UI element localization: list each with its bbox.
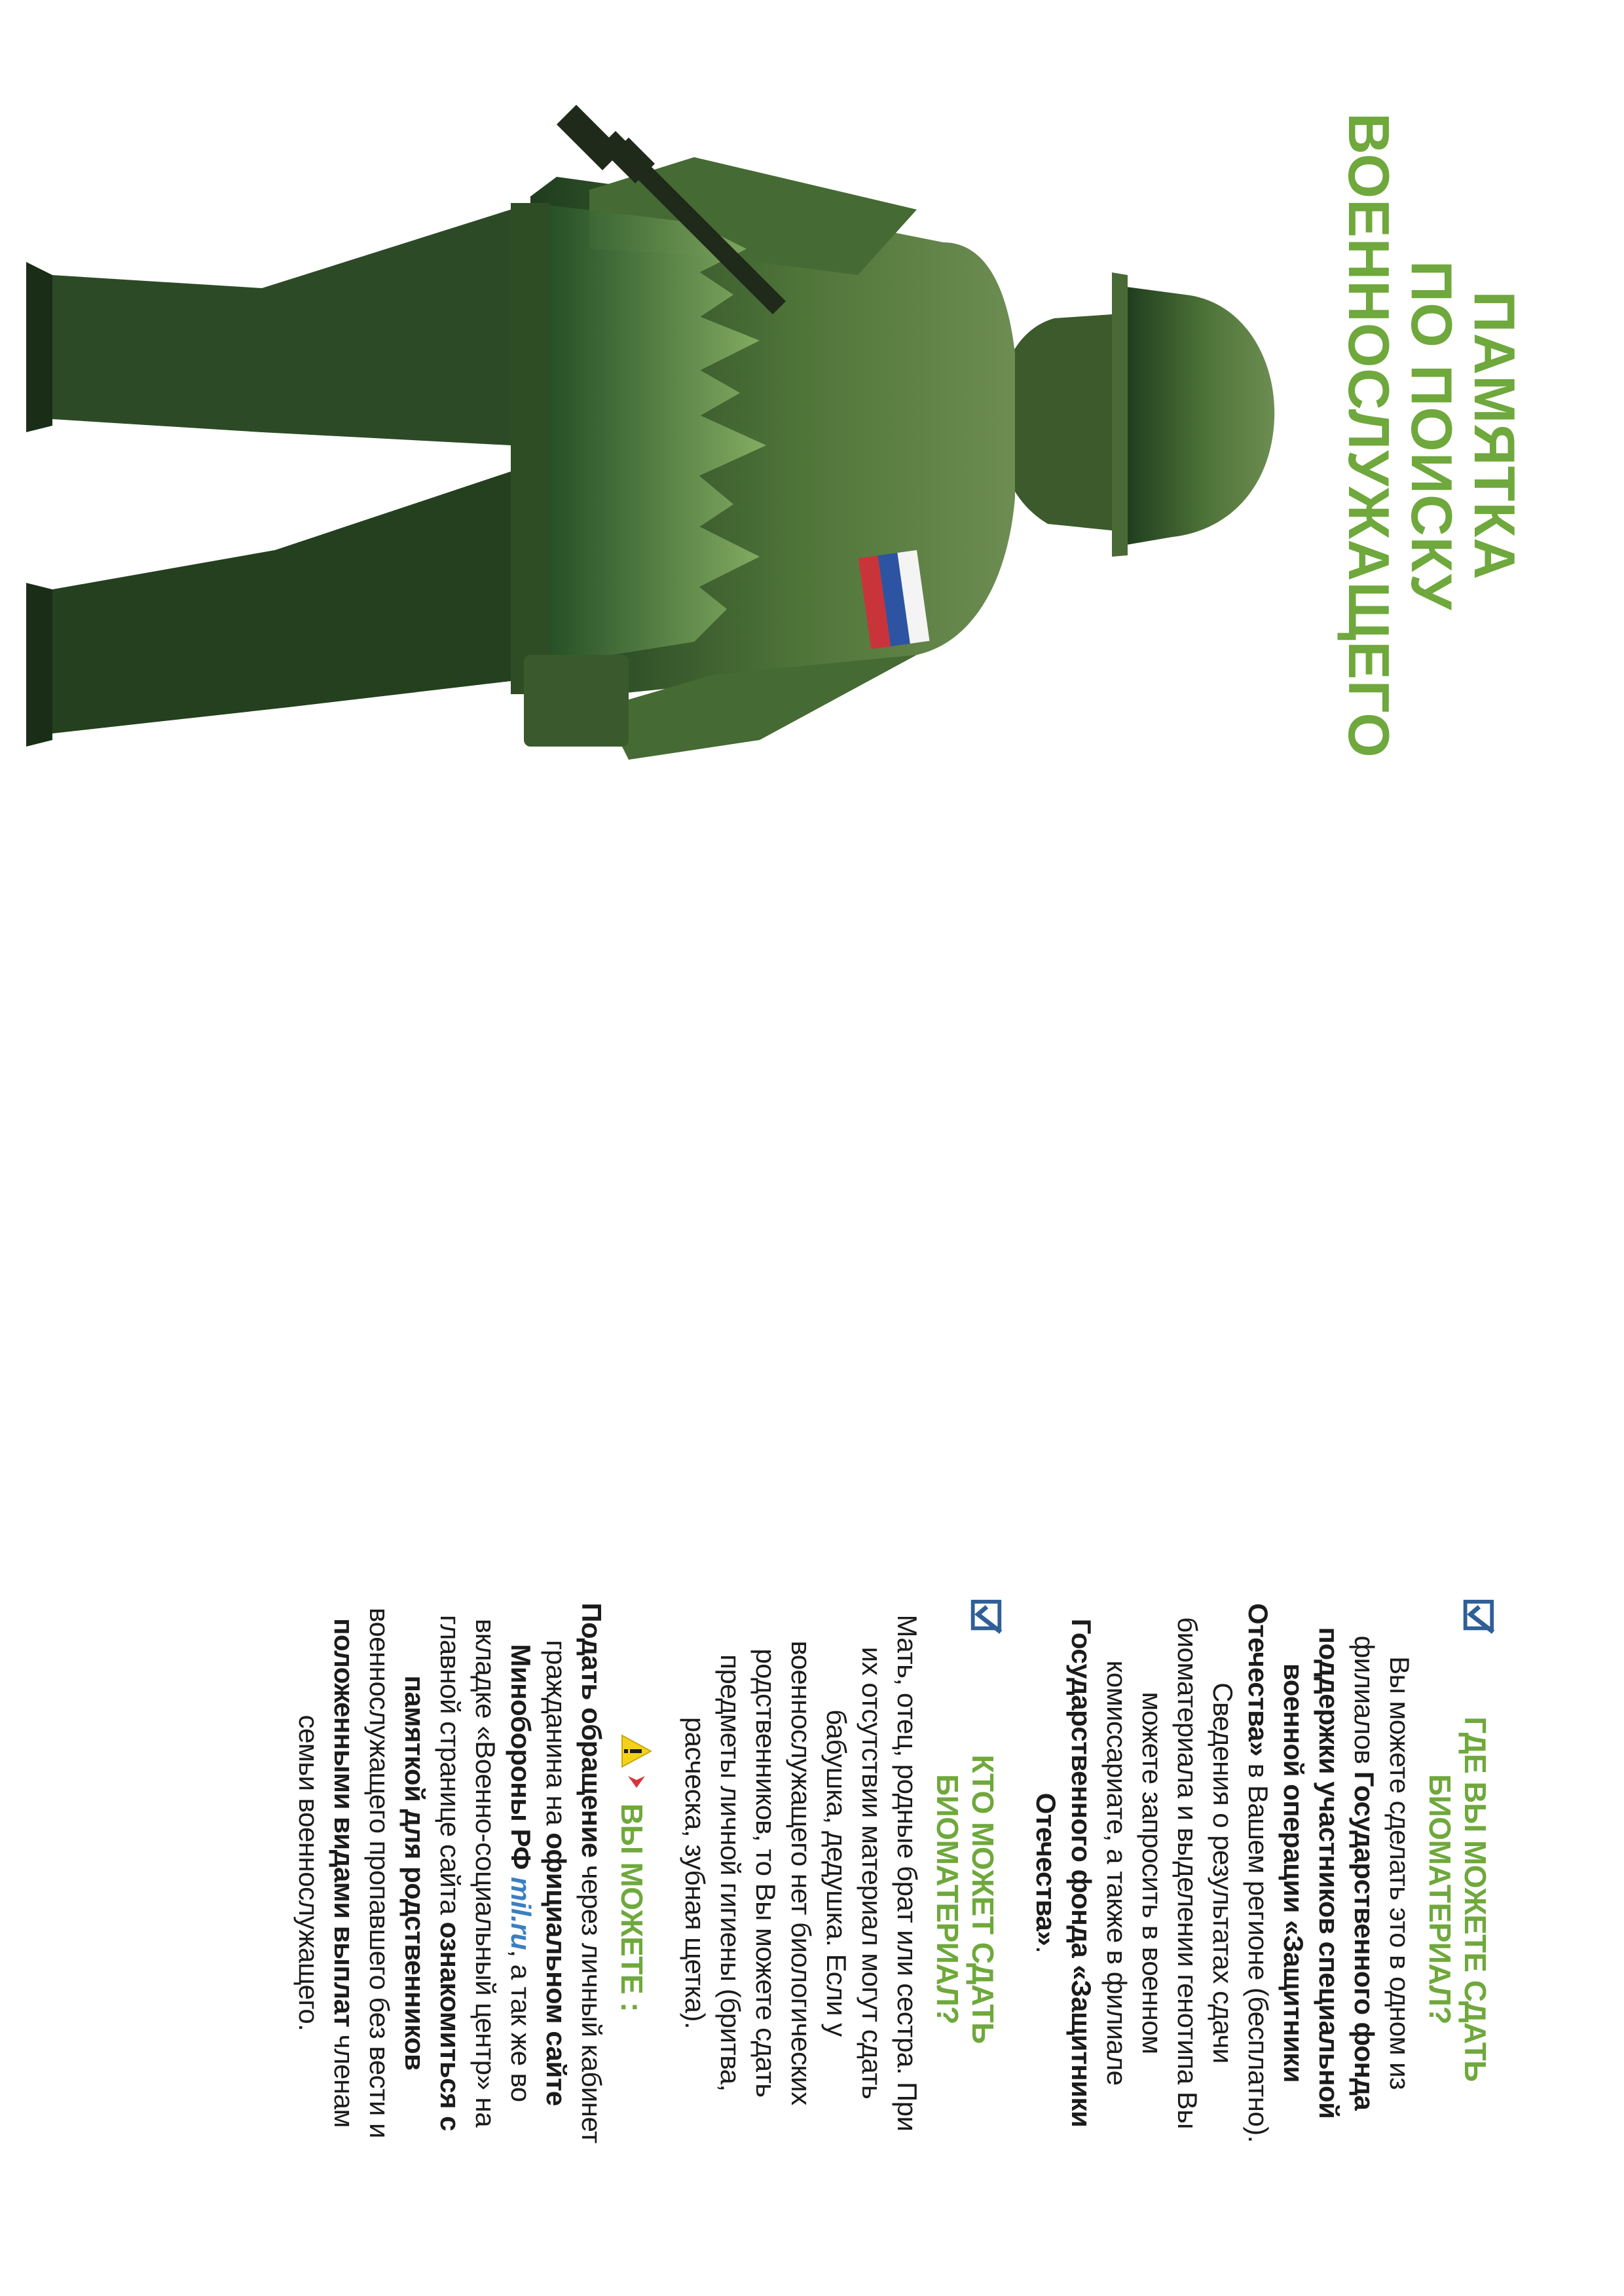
checkbox-icon: [967, 1598, 1005, 1636]
can-read-memo: ознакомиться с памяткой для родственников: [399, 1675, 466, 2132]
section-where: [1028, 1598, 1493, 2148]
warning-group: [621, 1734, 652, 1789]
title-line-3: ВОЕННОСЛУЖАЩЕГО: [1337, 113, 1401, 758]
can-submit-appeal: Подать обращение: [576, 1602, 607, 1858]
section-where-heading: ГДЕ ВЫ МОЖЕТЕ СДАТЬ БИОМАТЕРИАЛ?: [1423, 1716, 1492, 2082]
section-can-header: [614, 1598, 650, 2148]
section-can-text: [291, 1598, 609, 2148]
mil-ru-link[interactable]: mil.ru: [506, 1876, 536, 1950]
checkbox-icon: [1459, 1598, 1497, 1636]
can-text-1: через личный кабинет гражданина на: [541, 1640, 607, 2143]
section-where-text: [1028, 1598, 1417, 2148]
title-line-1: ПАМЯТКА: [1462, 291, 1527, 580]
page-title: [1337, 0, 1526, 871]
section-who-heading: КТО МОЖЕТ СДАТЬ БИОМАТЕРИАЛ?: [931, 1754, 1000, 2044]
section-who-text: Мать, отец, родные брат или сестра. При их отсутствии материал могут сдать бабушка, дедушка. Если у военнослужащего нет биологических родственников, то Вы можете сдать предметы личной гигиены (бритва, расческа, зубная щетка).: [680, 1614, 923, 2132]
where-fund-name-short: Государственного фонда «Защитники Отечества»: [1031, 1618, 1097, 2128]
section-can: [291, 1598, 650, 2148]
can-text-2: , а так же во вкладке «Военно-социальный центр» на главной странице сайта: [435, 1614, 536, 2128]
info-panel: [263, 1598, 1493, 2148]
where-text-2: в Вашем регионе (бесплатно). Сведения о результатах сдачи биоматериала и выделении генотипа Вы можете запросить в военном комиссариате, а также в филиале: [1101, 1617, 1274, 2143]
chevron-icon: [627, 1775, 646, 1789]
can-text-3: военнослужащего пропавшего без вести и: [364, 1608, 395, 2138]
can-text-4: членам семьи военнослужащего.: [293, 1714, 360, 2128]
section-can-heading: ВЫ МОЖЕТЕ :: [615, 1803, 649, 2012]
soldier-illustration: [26, 79, 1283, 851]
section-who-header: [930, 1598, 1001, 2148]
title-line-2: ПО ПОИСКУ: [1399, 260, 1464, 611]
where-text-3: .: [1031, 1946, 1061, 1953]
warning-icon: [621, 1734, 652, 1768]
section-who: [677, 1598, 1001, 2148]
can-payments: положенными видами выплат: [329, 1618, 360, 2028]
where-text-1: Вы можете сделать это в одном из филиалов: [1349, 1635, 1415, 2090]
can-official-site: официальном сайте Минобороны РФ: [506, 1644, 572, 2106]
where-fund-name: Государственного фонда поддержки участников специальной военной операции «Защитники Отечества»: [1243, 1603, 1380, 2119]
section-where-header: [1422, 1598, 1493, 2148]
